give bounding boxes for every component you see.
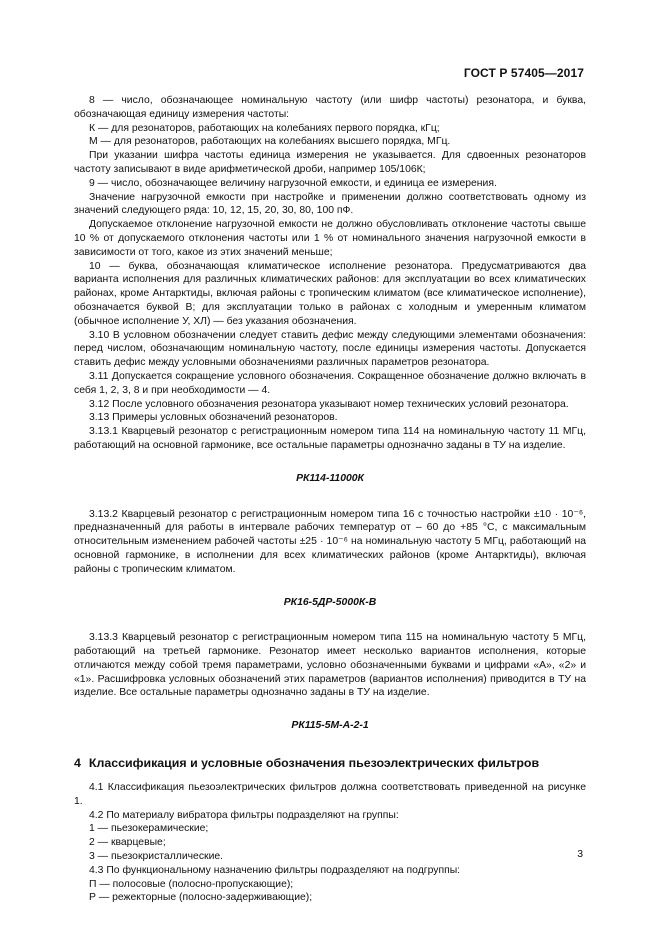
paragraph: 1 — пьезокерамические;: [89, 823, 209, 835]
designation-example: РК114-11000К: [296, 472, 364, 484]
paragraph: 8 — число, обозначающее номинальную частоту (или шифр частоты) резонатора, и буква, обозначающая единицу измерения частоты:: [74, 95, 586, 120]
section-title: Классификация и условные обозначения пьезоэлектрических фильтров: [88, 756, 540, 771]
paragraph: Значение нагрузочной емкости при настройке и применении должно соответствовать одному из значений следующего ряда: 10, 12, 15, 20, 30, 80, 100 пФ.: [74, 191, 586, 217]
paragraph: 10 — буква, обозначающая климатическое исполнение резонатора. Предусматриваются два варианта исполнения для различных климатических районов: для эксплуатации во всех климатических районах, кроме Антарктиды, включая районы с тропическим климатом (все климатическое исполнение), обозначается буквой В; для эксплуатации только в районах с холодным и умеренным климатом (обычное исполнение У, ХЛ) — без указания обозначения.: [74, 260, 586, 327]
paragraph: 3.13.2 Кварцевый резонатор с регистрационным номером типа 16 с точностью настройки ±10 · 10⁻⁶, предназначенный для работы в интервале рабочих температур от – 60 до +85 °С, с максимальным относительным изменением рабочей частоты ±25 · 10⁻⁶ на номинальную частоту 5 МГц, работающий на основной гармонике, в исполнении для всех климатических районов (кроме Антарктиды), включая районы с тропическим климатом.: [74, 508, 586, 575]
paragraph: Р — режекторные (полосно-задерживающие);: [89, 892, 313, 904]
section-heading: [74, 755, 586, 771]
document-body: [74, 94, 586, 905]
paragraph: 4.1 Классификация пьезоэлектрических фильтров должна соответствовать приведенной на рисунке 1.: [74, 782, 586, 807]
paragraph: 3.10 В условном обозначении следует ставить дефис между следующими элементами обозначения: перед числом, обозначающим номинальную частоту, после единицы измерения частоты. Допускается ставить дефис между условными обозначениями различных параметров резонатора.: [74, 329, 586, 369]
paragraph: При указании шифра частоты единица измерения не указывается. Для сдвоенных резонаторов частоту записывают в виде арифметической дроби, например 105/106К;: [74, 150, 586, 175]
designation-example: РК115-5М-А-2-1: [291, 720, 369, 732]
paragraph: М — для резонаторов, работающих на колебаниях высшего порядка, МГц.: [89, 136, 451, 148]
section-number: 4: [74, 756, 81, 771]
paragraph: 9 — число, обозначающее величину нагрузочной емкости, и единица ее измерения.: [89, 177, 497, 189]
paragraph: 3.11 Допускается сокращение условного обозначения. Сокращенное обозначение должно включать в себя 1, 2, 3, 8 и при необходимости — 4.: [74, 370, 586, 396]
paragraph: 3 — пьезокристаллические.: [89, 851, 224, 863]
paragraph: 3.13 Примеры условных обозначений резонаторов.: [89, 412, 338, 424]
paragraph: 3.13.3 Кварцевый резонатор с регистрационным номером типа 115 на номинальную частоту 5 МГц, работающий на третьей гармонике. Резонатор имеет несколько вариантов исполнения, которые отличаются между собой тремя параметрами, условно обозначенными буквами и цифрами «А», «2» и «1». Расшифровка условных обозначений этих параметров (вариантов исполнения) приводится в ТУ на изделие. Все остальные параметры однозначно заданы в ТУ на изделие.: [74, 632, 586, 699]
paragraph: 3.12 После условного обозначения резонатора указывают номер технических условий резонатора.: [89, 398, 569, 410]
paragraph: 2 — кварцевые;: [89, 837, 166, 849]
paragraph: П — полосовые (полосно-пропускающие);: [89, 878, 294, 890]
document-header: ГОСТ Р 57405—2017: [463, 66, 584, 80]
designation-example: РК16-5ДР-5000К-В: [283, 596, 377, 608]
page-number: 3: [577, 849, 583, 860]
paragraph: 4.2 По материалу вибратора фильтры подразделяют на группы:: [89, 809, 399, 821]
paragraph: 4.3 По функциональному назначению фильтры подразделяют на подгруппы:: [89, 864, 461, 876]
paragraph: 3.13.1 Кварцевый резонатор с регистрационным номером типа 114 на номинальную частоту 11 МГц, работающий на основной гармонике, все остальные параметры однозначно заданы в ТУ на изделие.: [74, 426, 586, 451]
paragraph: Допускаемое отклонение нагрузочной емкости не должно обусловливать отклонение частоты свыше 10 % от допускаемого отклонения частоты или 1 % от номинального значения нагрузочной емкости в зависимости от того, какое из этих значений меньше;: [74, 219, 586, 258]
paragraph: К — для резонаторов, работающих на колебаниях первого порядка, кГц;: [89, 122, 440, 134]
